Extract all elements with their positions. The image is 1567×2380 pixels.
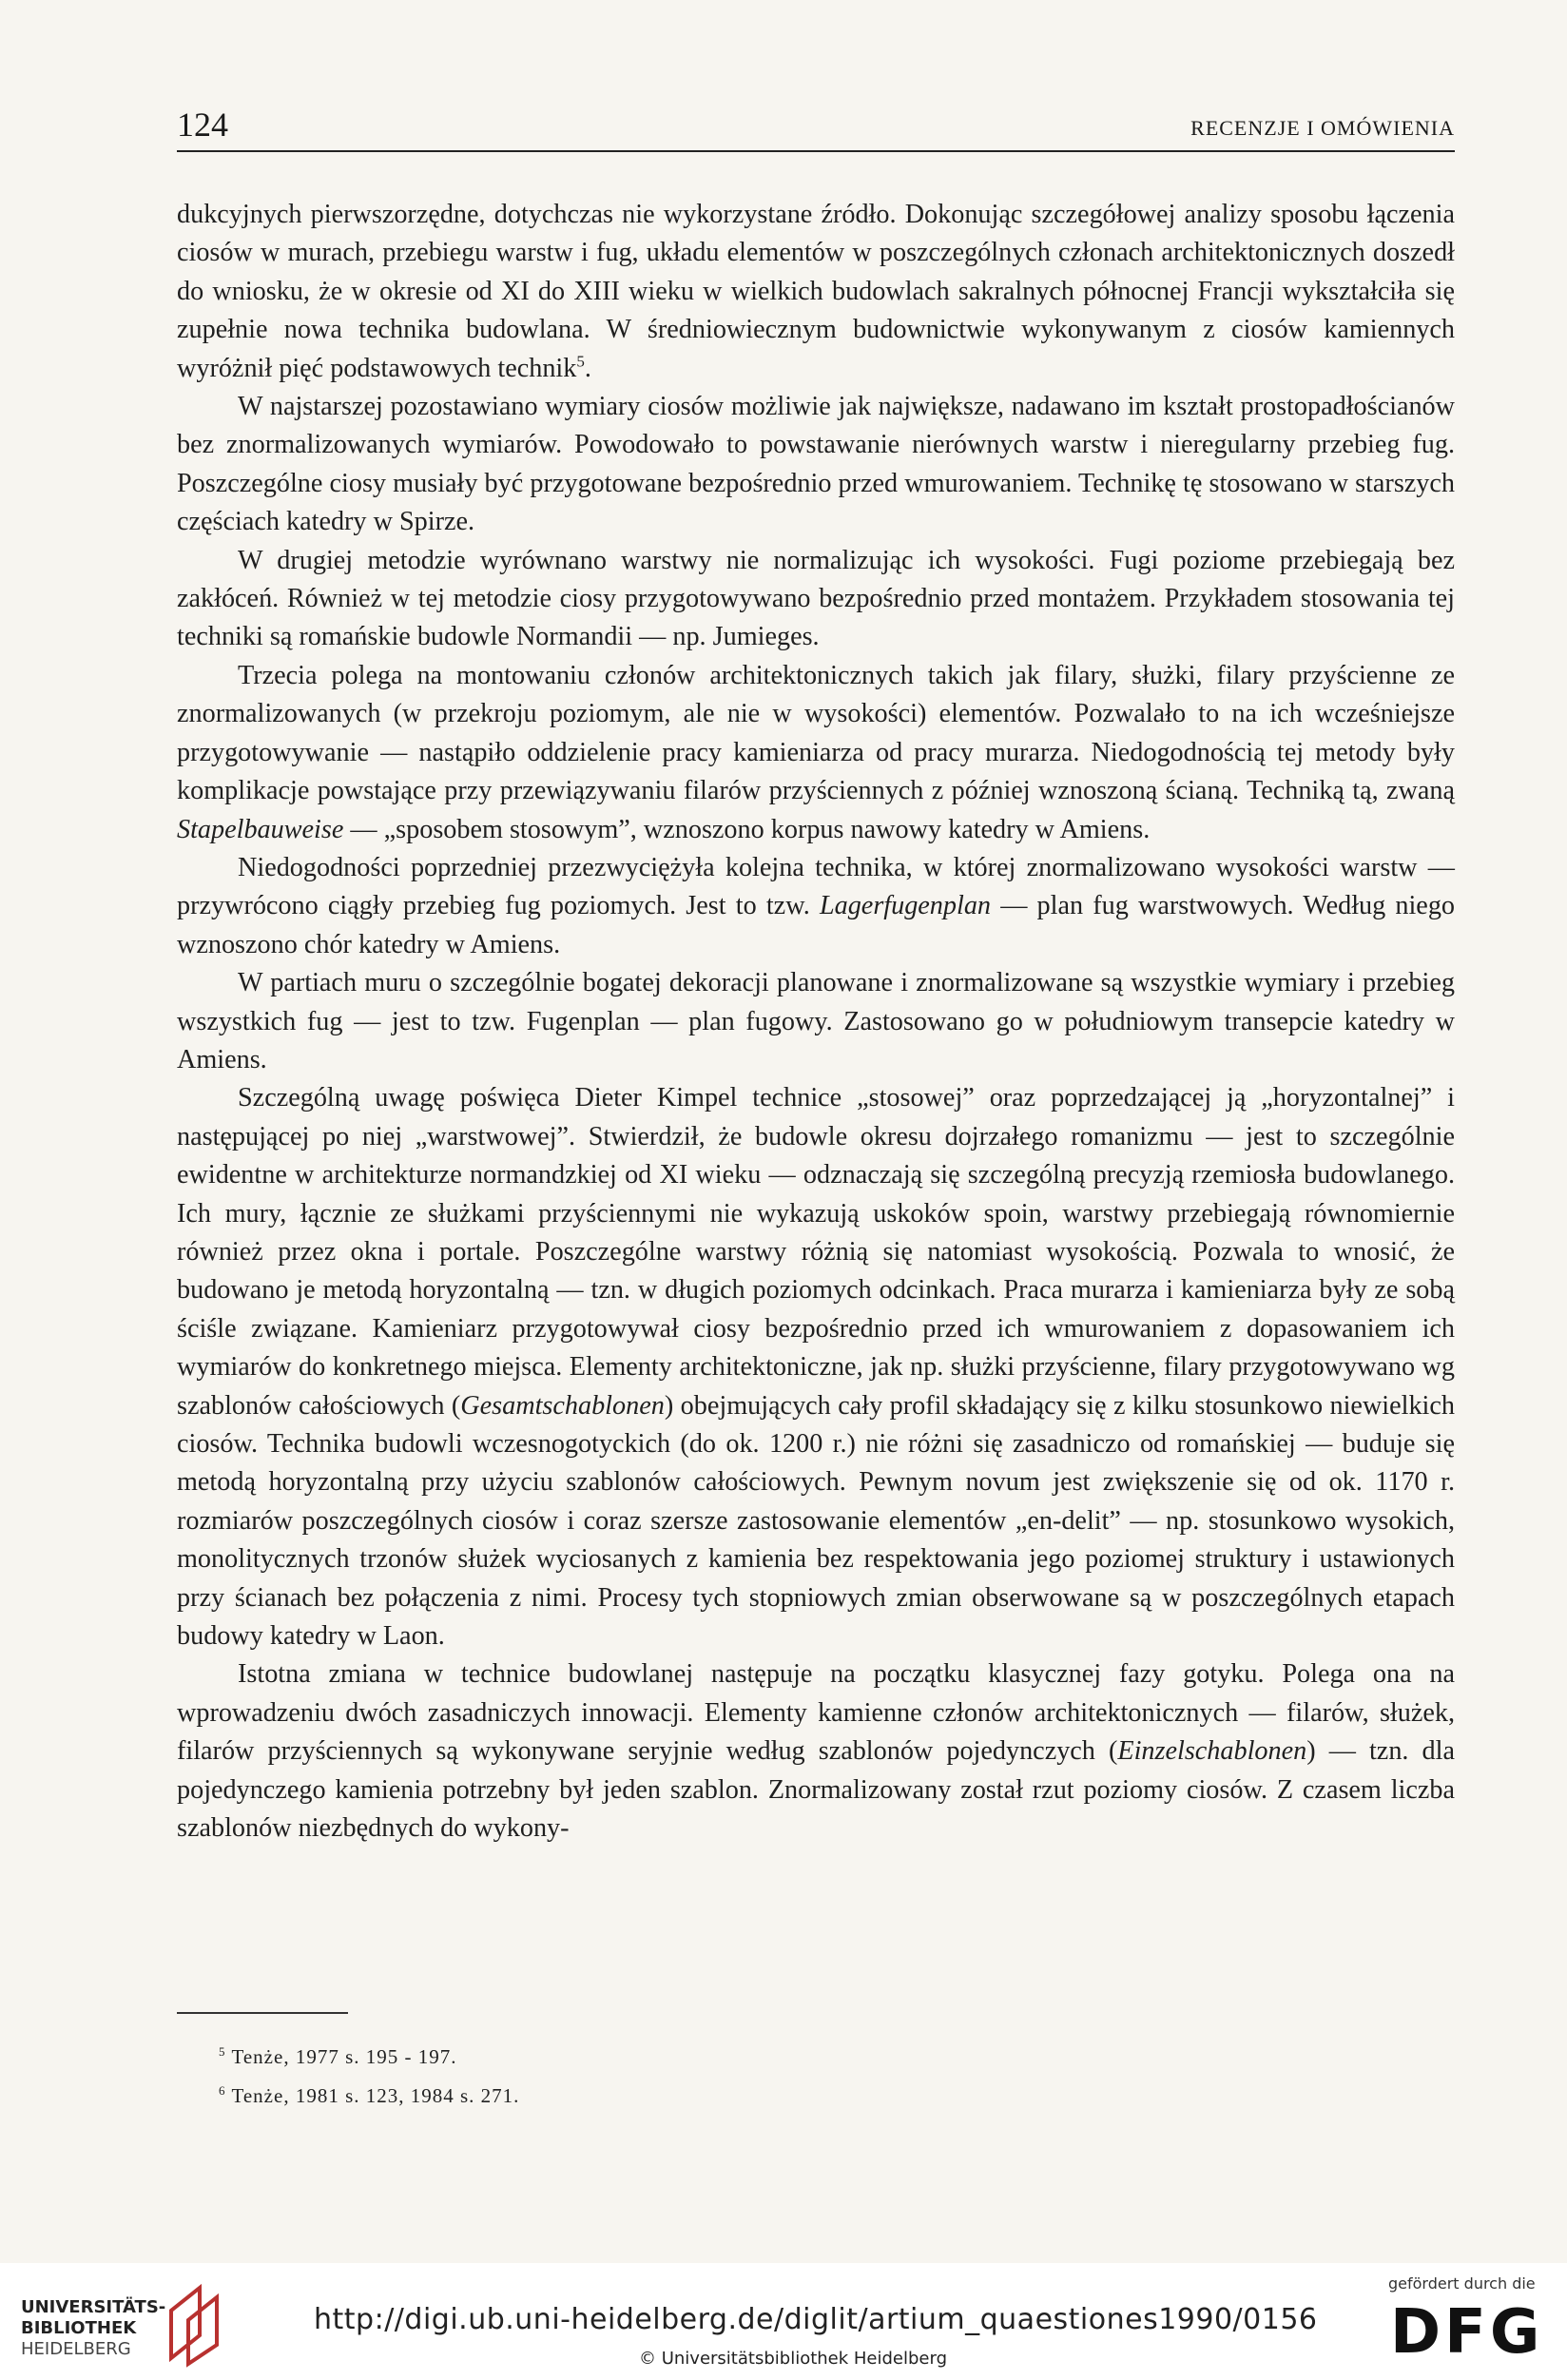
footnotes [219,2035,1360,2113]
paragraph: W najstarszej pozostawiano wymiary ciosów możliwie jak największe, nadawano im kształt prostopadłościanów bez znormalizowanych wymiarów. Powodowało to powstawanie nierównych warstw i nieregularny przebieg fug. Poszczególne ciosy musiały być przygotowane bezpośrednio przed wmurowaniem. Technikę tę stosowano w starszych częściach katedry w Spirze. [177,392,1455,537]
page-header [177,103,1455,152]
copyright-notice: © Universitätsbibliothek Heidelberg [639,2349,948,2369]
paragraph: Trzecia polega na montowaniu członów architektonicznych takich jak filary, służki, filary przyścienne ze znormalizowanych (w przekroju poziomym, ale nie w wysokości) elementów. Pozwalało to na ich wcześniejsze przygotowywanie — nastąpiło oddzielenie pracy kamieniarza od pracy murarza. Niedogodnością tej metody były komplikacje powstające przy przewiązywaniu filarów przyściennych z później wznoszoną ścianą. Techniką tą, zwaną Stapelbauweise — „sposobem stosowym”, wznoszono korpus nawowy katedry w Amiens. [177,660,1455,844]
italic-term: Einzelschablonen [1117,1736,1307,1767]
paragraph: Niedogodności poprzedniej przezwyciężyła kolejna technika, w której znormalizowano wysokości warstw — przywrócono ciągły przebieg fug poziomych. Jest to tzw. Lagerfugenplan — plan fug warstwowych. Według niego wznoszono chór katedry w Amiens. [177,852,1456,959]
italic-term: Gesamtschablonen [460,1390,665,1421]
paragraph: Istotna zmiana w technice budowlanej następuje na początku klasycznej fazy gotyku. Polega ona na wprowadzeniu dwóch zasadniczych innowacji. Elementy kamienne członów architektonicznych — filarów, służek, filarów przyściennych są wykonywane seryjnie według szablonów pojedynczych (Einzelschablonen) — tzn. dla pojedynczego kamienia potrzebny był jeden szablon. Znormalizowany został rzut poziomy ciosów. Z czasem liczba szablonów niezbędnych do wykony- [177,1659,1455,1844]
italic-term: Stapelbauweise [177,814,344,844]
footnote: $^6$ Tenże, 1981 s. 123, 1984 s. 271. [219,2083,520,2107]
paragraph: Szczególną uwagę poświęca Dieter Kimpel technice „stosowej” oraz poprzedzającej ją „horyzontalnej” i następującej po niej „warstwowej”. Stwierdził, że budowle okresu dojrzałego romanizmu — jest to szczególnie ewidentne w architekturze normandzkiej od XI wieku — odznaczają się szczególną precyzją rzemiosła budowlanego. Ich mury, łącznie ze służkami przyściennymi nie wykazują uskoków spoin, warstwy przebiegają równomiernie również przez okna i portale. Poszczególne warstwy różnią się natomiast wysokością. Pozwala to wnosić, że budowano je metodą horyzontalną — tzn. w długich poziomych odcinkach. Praca murarza i kamieniarza były ze sobą ściśle związane. Kamieniarz przygotowywał ciosy bezpośrednio przed ich wmurowaniem z dopasowaniem ich wymiarów do konkretnego miejsca. Elementy architektoniczne, jak np. służki przyścienne, filary przygotowywano wg szablonów całościowych (Gesamtschablonen) obejmujących cały profil składający się z kilku stosunkowo niewielkich ciosów. Technika budowli wczesnogotyckich (do ok. 1200 r.) nie różni się zasadniczo od romańskiej — buduje się metodą horyzontalną przy użyciu szablonów całościowych. Pewnym novum jest zwiększenie się od ok. 1170 r. rozmiarów poszczególnych ciosów i coraz szersze zastosowanie elementów „en-delit” — np. stosunkowo wysokich, monolitycznych trzonów służek wyciosanych z kamienia bez respektowania jego poziomej struktury i ustawionych przy ścianach bez połączenia z nimi. Procesy tych stopniowych zmian obserwowane są w poszczególnych etapach budowy katedry w Laon. [177,1083,1455,1652]
paragraph: W partiach muru o szczególnie bogatej dekoracji planowane i znormalizowane są wszystkie wymiary i przebieg wszystkich fug — jest to tzw. Fugenplan — plan fugowy. Zastosowano go w południowym transepcie katedry w Amiens. [177,968,1455,1074]
body-text [177,196,1455,1848]
paragraph: dukcyjnych pierwszorzędne, dotychczas nie wykorzystane źródło. Dokonując szczegółowej analizy sposobu łączenia ciosów w murach, przebiegu warstw i fug, układu elementów w poszczególnych członach architektonicznych doszedł do wniosku, że w okresie od XI do XIII wieku w wielkich budowlach sakralnych północnej Francji wykształciła się zupełnie nowa technika budowlana. W średniowiecznym budownictwie wykonywanym z ciosów kamiennych wyróżnił pięć podstawowych technik$^5$. [177,200,1455,383]
permalink-url[interactable]: http://digi.ub.uni-heidelberg.de/diglit/artium_quaestiones1990/0156 [314,2303,1318,2336]
library-emblem-icon [162,2282,230,2368]
footnote: $^5$ Tenże, 1977 s. 195 - 197. [219,2044,457,2068]
paragraph: W drugiej metodzie wyrównano warstwy nie normalizując ich wysokości. Fugi poziome przebiegają bez zakłóceń. Również w tej metodzie ciosy przygotowywano bezpośrednio przed montażem. Przykładem stosowania tej techniki są romańskie budowle Normandii — np. Jumieges. [177,545,1455,652]
footnote-divider [177,2012,348,2014]
viewer-footer [0,2263,1567,2380]
italic-term: Lagerfugenplan [819,891,992,921]
running-head: RECENZJE I OMÓWIENIA [1190,116,1455,140]
library-logo[interactable]: UNIVERSITÄTS- BIBLIOTHEK HEIDELBERG [21,2297,166,2359]
page-number: 124 [177,106,228,144]
funded-by-label: gefördert durch die [1388,2274,1536,2293]
footnote-ref: 5 [576,352,585,371]
dfg-logo[interactable]: DFG [1390,2297,1544,2368]
